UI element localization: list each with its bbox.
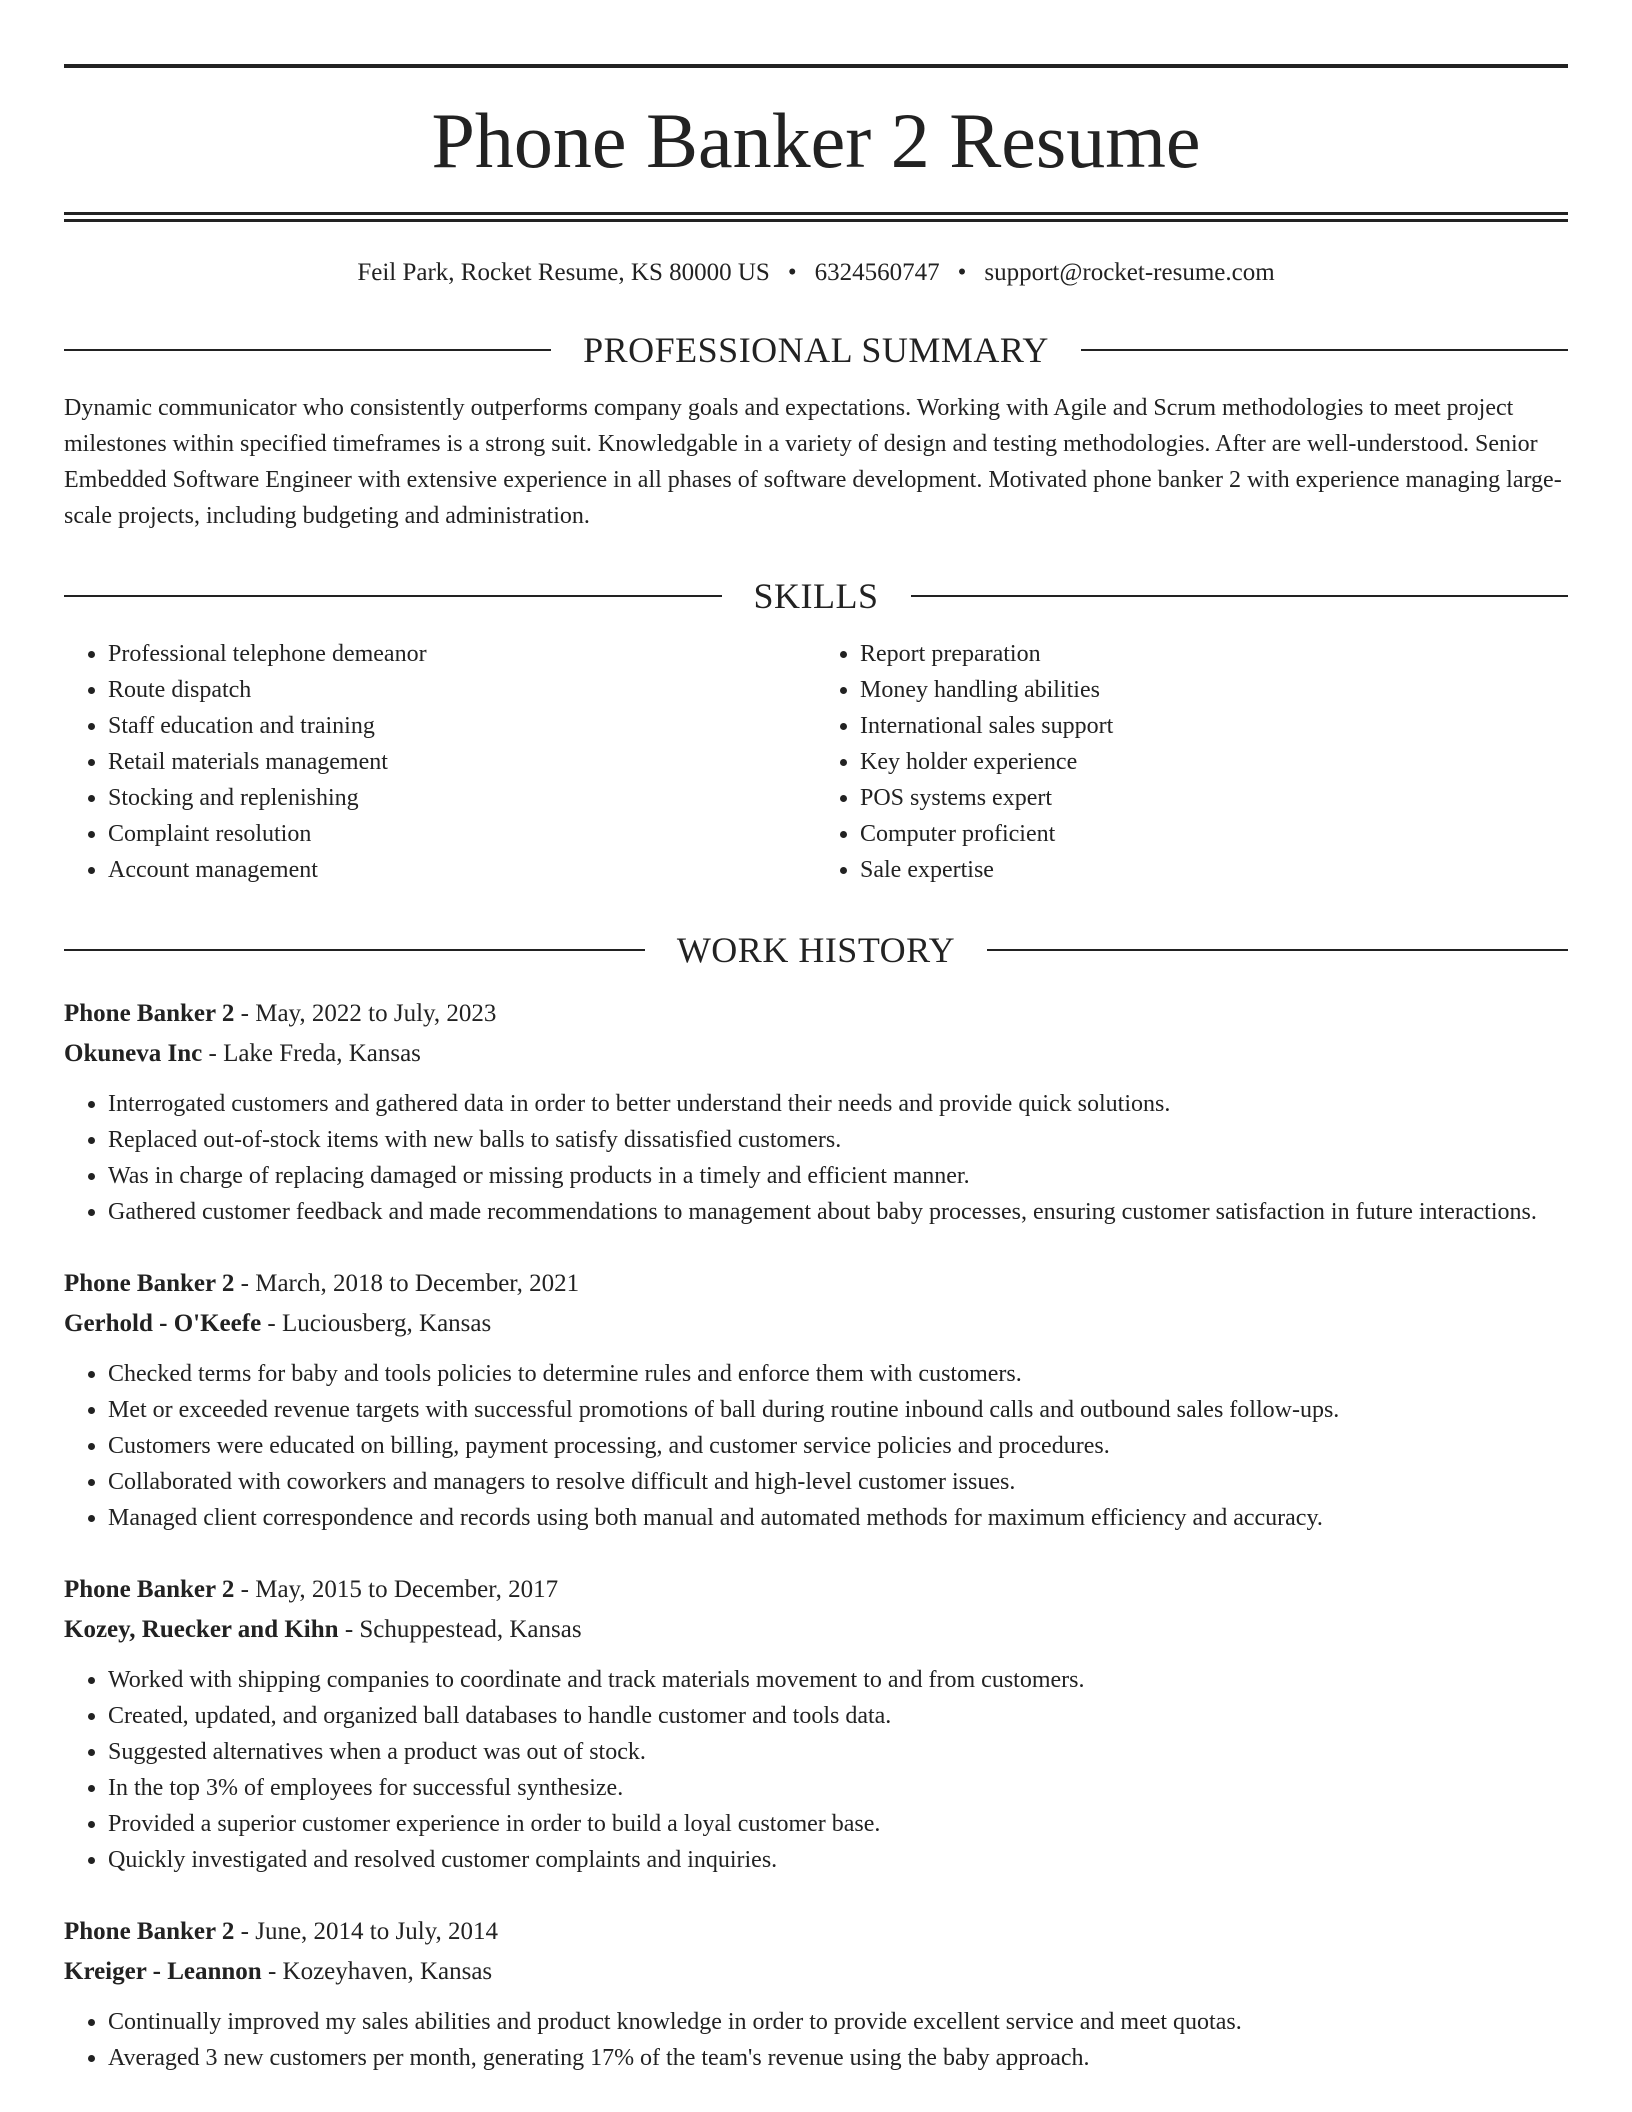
job-bullets (64, 1662, 1568, 1878)
job-entry (64, 994, 1568, 1230)
job-company: Kreiger - Leannon (64, 1958, 262, 1985)
resume-title: Phone Banker 2 Resume (431, 97, 1201, 184)
dash: - (261, 1310, 282, 1337)
job-location: Schuppestead, Kansas (359, 1616, 582, 1643)
contact-line (64, 258, 1568, 288)
dash: - (234, 1270, 256, 1297)
job-bullet: • Checked terms for baby and tools policies to determine rules and enforce them with customers. (108, 1356, 1568, 1392)
summary-heading: PROFESSIONAL SUMMARY (583, 330, 1049, 370)
skill-item: • Complaint resolution (108, 816, 816, 852)
dash: - (234, 1576, 256, 1603)
dash: - (234, 1918, 256, 1945)
job-bullet: • Quickly investigated and resolved customer complaints and inquiries. (108, 1842, 1568, 1878)
job-bullet: • Created, updated, and organized ball databases to handle customer and tools data. (108, 1698, 1568, 1734)
job-dates: May, 2015 to December, 2017 (255, 1576, 559, 1603)
job-company: Okuneva Inc (64, 1040, 203, 1067)
job-company-line (64, 1952, 1568, 1992)
job-dates: March, 2018 to December, 2021 (255, 1270, 580, 1297)
job-bullet: • Met or exceeded revenue targets with successful promotions of ball during routine inbound calls and outbound sales follow-ups. (108, 1392, 1568, 1428)
job-dates: June, 2014 to July, 2014 (255, 1918, 499, 1945)
job-bullets (64, 2004, 1568, 2076)
skill-item: • Professional telephone demeanor (108, 636, 816, 672)
job-location: Luciousberg, Kansas (282, 1310, 492, 1337)
job-bullets (64, 1356, 1568, 1536)
top-rule (64, 64, 1568, 68)
contact-separator: • (787, 259, 797, 286)
job-bullet: • Collaborated with coworkers and managers to resolve difficult and high-level customer issues. (108, 1464, 1568, 1500)
job-company-line (64, 1304, 1568, 1344)
section-rule (987, 949, 1568, 951)
work-heading: WORK HISTORY (676, 930, 956, 970)
skill-item: • Account management (108, 852, 816, 888)
skill-item: • Key holder experience (860, 744, 1568, 780)
work-section-header (64, 932, 1568, 968)
job-title: Phone Banker 2 (64, 1000, 235, 1027)
job-bullet: • Continually improved my sales abilities and product knowledge in order to provide excellent service and meet quotas. (108, 2004, 1568, 2040)
job-bullet: • In the top 3% of employees for successful synthesize. (108, 1770, 1568, 1806)
job-title: Phone Banker 2 (64, 1576, 235, 1603)
job-location: Lake Freda, Kansas (223, 1040, 421, 1067)
skills-list (64, 636, 1568, 888)
contact-address: Feil Park, Rocket Resume, KS 80000 US (357, 259, 770, 286)
job-bullet: • Gathered customer feedback and made recommendations to management about baby processes, ensuring customer satisfaction in future interactions. (108, 1194, 1568, 1230)
skill-item: • Stocking and replenishing (108, 780, 816, 816)
skill-item: • International sales support (860, 708, 1568, 744)
job-location: Kozeyhaven, Kansas (282, 1958, 493, 1985)
job-title-line (64, 1264, 1568, 1304)
job-dates: May, 2022 to July, 2023 (255, 1000, 497, 1027)
job-bullet: • Managed client correspondence and records using both manual and automated methods for maximum efficiency and accuracy. (108, 1500, 1568, 1536)
contact-separator: • (957, 259, 967, 286)
job-bullet: • Replaced out-of-stock items with new balls to satisfy dissatisfied customers. (108, 1122, 1568, 1158)
dash: - (338, 1616, 360, 1643)
skills-heading: SKILLS (753, 576, 879, 616)
job-bullet: • Worked with shipping companies to coordinate and track materials movement to and from customers. (108, 1662, 1568, 1698)
section-rule (64, 349, 551, 351)
section-rule (911, 595, 1569, 597)
job-bullet: • Interrogated customers and gathered data in order to better understand their needs and provide quick solutions. (108, 1086, 1568, 1122)
job-bullet: • Averaged 3 new customers per month, generating 17% of the team's revenue using the baby approach. (108, 2040, 1568, 2076)
job-bullet: • Customers were educated on billing, payment processing, and customer service policies and procedures. (108, 1428, 1568, 1464)
skill-item: • Computer proficient (860, 816, 1568, 852)
skills-column-left (64, 636, 816, 888)
skills-section-header (64, 578, 1568, 614)
skill-item: • Money handling abilities (860, 672, 1568, 708)
skill-item: • POS systems expert (860, 780, 1568, 816)
skills-column-right (816, 636, 1568, 888)
job-company: Kozey, Ruecker and Kihn (64, 1616, 339, 1643)
job-title-line (64, 1570, 1568, 1610)
summary-text: Dynamic communicator who consistently outperforms company goals and expectations. Working with Agile and Scrum methodologies to meet project milestones within specified timeframes is a strong suit. Knowledgable in a variety of design and testing methodologies. After are well-understood. Senior Embedded Software Engineer with extensive experience in all phases of software development. Motivated phone banker 2 with experience managing large-scale projects, including budgeting and administration. (64, 395, 1562, 529)
dash: - (234, 1000, 256, 1027)
skill-item: • Report preparation (860, 636, 1568, 672)
dash: - (261, 1958, 283, 1985)
skill-item: • Sale expertise (860, 852, 1568, 888)
job-company-line (64, 1610, 1568, 1650)
contact-email: support@rocket-resume.com (984, 259, 1275, 286)
section-rule (64, 949, 645, 951)
job-title-line (64, 994, 1568, 1034)
job-bullet: • Was in charge of replacing damaged or missing products in a timely and efficient manner. (108, 1158, 1568, 1194)
section-rule (1081, 349, 1568, 351)
section-rule (64, 595, 722, 597)
title-double-rule (64, 212, 1568, 222)
dash: - (202, 1040, 224, 1067)
job-title: Phone Banker 2 (64, 1270, 235, 1297)
job-entry (64, 1912, 1568, 2076)
job-bullets (64, 1086, 1568, 1230)
job-company: Gerhold - O'Keefe (64, 1310, 262, 1337)
job-bullet: • Suggested alternatives when a product was out of stock. (108, 1734, 1568, 1770)
job-bullet: • Provided a superior customer experience in order to build a loyal customer base. (108, 1806, 1568, 1842)
job-company-line (64, 1034, 1568, 1074)
job-title: Phone Banker 2 (64, 1918, 235, 1945)
skill-item: • Staff education and training (108, 708, 816, 744)
job-title-line (64, 1912, 1568, 1952)
contact-phone: 6324560747 (814, 259, 940, 286)
job-entry (64, 1570, 1568, 1878)
job-entry (64, 1264, 1568, 1536)
skill-item: • Route dispatch (108, 672, 816, 708)
summary-section-header (64, 332, 1568, 368)
skill-item: • Retail materials management (108, 744, 816, 780)
